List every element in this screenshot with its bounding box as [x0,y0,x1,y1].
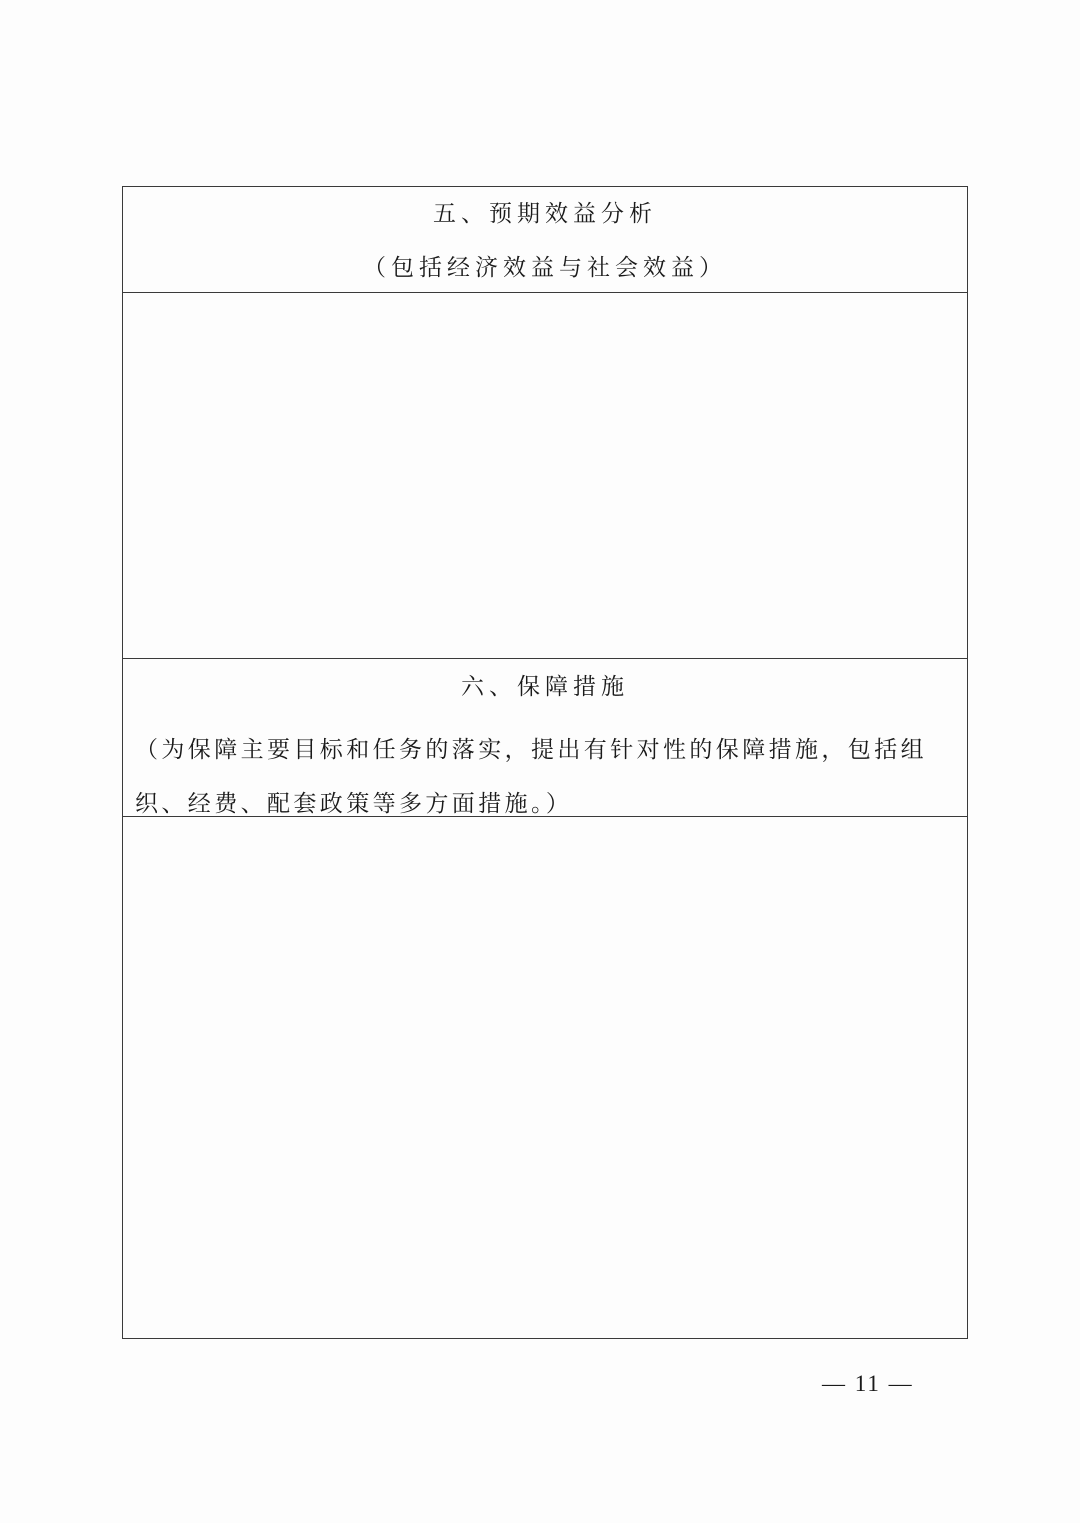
section6-header [123,659,967,817]
section5-subtitle: （包括经济效益与社会效益） [363,255,727,281]
section6-subtitle: （为保障主要目标和任务的落实，提出有针对性的保障措施，包括组织、经费、配套政策等多方面措施。） [135,737,927,817]
section6-title: 六、保障措施 [461,674,629,700]
section5-content-area[interactable] [123,293,967,659]
page-number: — 11 — [822,1371,914,1396]
section5-title: 五、预期效益分析 [433,201,657,227]
section6-content-area[interactable] [123,817,967,1338]
form-table [122,186,968,1339]
section5-header [123,187,967,293]
